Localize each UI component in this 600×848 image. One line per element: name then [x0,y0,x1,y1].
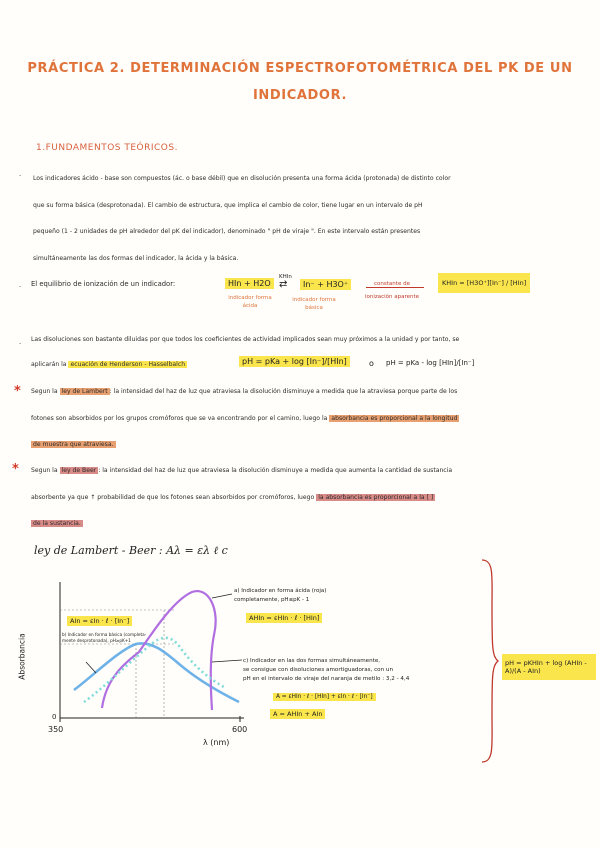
side-formula-box: pH = pKHIn + log (AHIn - A)/(A - AIn) [502,654,596,680]
note-c-1: c) Indicador en las dos formas simultáneamente, [243,658,381,664]
beer-pre: Segun la [31,467,58,474]
lambert-l1: : la intensidad del haz de luz que atraviesa la disolución disminuye a medida que la atraviesa porque parte de los [109,388,458,395]
equilibrium-products [300,280,351,289]
equilibrium-reactants [225,279,274,288]
zero-label: 0 [52,713,57,721]
constant-arrow [366,287,424,288]
section-heading: 1.FUNDAMENTOS TEÓRICOS. [36,143,178,153]
x-start-label: 350 [48,725,64,734]
p1-line-4: simultáneamente las dos formas del indicador, la ácida y la básica. [33,254,239,262]
note-a: a) Indicador en forma ácida (roja) completamente, pH≤pK - 1 [234,588,327,603]
henderson-highlight: ecuación de Henderson - Hasselbalch [70,361,186,368]
k-box: KHIn = [H3O⁺][In⁻] / [HIn] [438,273,530,293]
beer-l3-highlight: de la sustancia. [33,520,81,527]
lambert-l3-highlight: de muestra que atraviesa. [33,441,114,448]
beer-paragraph [31,458,591,538]
henderson-line [31,352,187,379]
equilibrium-arrow: ⇄ [279,279,288,290]
beer-l2: absorbente ya que ↑ probabilidad de que los fotones sean absorbidos por cromóforos, luego [31,493,315,501]
constant-label: constante de ionización aparente [364,281,420,300]
reactants-box: HIn + H2O [225,278,274,289]
box-ahin [246,614,322,622]
lambert-l2: fotones son absorbidos por los grupos cromóforos que se va encontrando por el camino, luego la [31,414,328,422]
star-icon: * [14,384,21,399]
paragraph-indicators [33,166,593,272]
henderson-eq-1 [239,357,350,366]
page-title [20,55,580,109]
pointer-b [86,662,96,673]
lambert-line-1 [31,379,591,406]
beer-highlight: ley de Beer [61,467,97,474]
p1-line-1: Los indicadores ácido - base son compuestos (ác. o base débil) que en disolución presenta una forma ácida (protonada) de distinto color [33,175,451,182]
ahin-formula: AHIn = εHIn · ℓ · [HIn] [246,613,322,623]
pointer-a [212,594,232,598]
lambert-paragraph [31,379,591,459]
label-acid-form: indicador forma ácida [228,295,272,309]
ain-formula: AIn = εIn · ℓ · [In⁻] [67,616,132,626]
arrow-label: KHIn [279,274,292,280]
y-axis-label: Absorbancia [17,633,27,680]
title-line-2: INDICADOR. [253,88,347,103]
henderson-pre: aplicarán la [31,361,67,368]
box-a-sum [273,694,376,700]
label-base-form: indicador forma básica [292,297,336,311]
curve-acid-form [102,591,216,710]
p1-line-2: que su forma básica (desprotonada). El cambio de estructura, que implica el cambio de color, tiene lugar en un intervalo de pH [33,201,423,209]
lambert-beer-law: ley de Lambert - Beer : Aλ = ελ ℓ c [34,544,228,557]
note-c-3: pH en el intervalo de viraje del naranja de metilo : 3,2 - 4,4 [243,676,410,682]
beer-line-2 [31,485,591,512]
a-sum-formula: A = εHIn · ℓ · [HIn] + εIn · ℓ · [In⁻] [273,693,376,701]
eq1-box: pH = pKa + log [In⁻]/[HIn] [239,356,350,367]
products-box: In⁻ + H3O⁺ [300,279,351,290]
beer-line-3 [31,511,591,538]
beer-line-1 [31,458,591,485]
henderson-eq-2: pH = pKa - log [HIn]/[In⁻] [386,359,475,367]
lambert-line-3 [31,432,591,459]
box-ain [67,617,132,625]
x-end-label: 600 [232,725,248,734]
pointer-c [212,660,242,662]
lambert-highlight: ley de Lambert [61,388,108,395]
note-c [243,657,409,684]
lambert-pre: Segun la [31,388,58,395]
title-line-1: PRÁCTICA 2. DETERMINACIÓN ESPECTROFOTOMÉTRICA DEL PK DE UN [27,61,573,76]
curly-brace [478,556,502,766]
k-expression [438,273,530,293]
beer-l1: : la intensidad del haz de luz que atraviesa la disolución disminuye a medida que aumenta la cantidad de sustancia [98,467,453,474]
equilibrium-text: El equilibrio de ionización de un indicador: [31,280,176,288]
a-total-formula: A = AHIn + AIn [270,709,325,719]
note-b: b) Indicador en forma básica (completa- mente desprotonada), pH≥pK+1 [62,632,147,643]
box-a-total [270,710,325,718]
or-word: o [369,359,374,368]
side-formula [502,654,596,680]
note-c-2: se consigue con disoluciones amortiguadoras, con un [243,667,394,673]
lambert-line-2 [31,406,591,433]
x-axis-label: λ (nm) [203,738,230,747]
lambert-l2-highlight: absorbancia es proporcional a la longitud [331,414,458,422]
bullet-dot: · [19,283,22,291]
star-icon: * [12,462,19,477]
beer-l2-highlight: la absorbancia es proporcional a la [ ] [318,493,434,501]
curve-basic-form [74,643,239,702]
bullet-dot: · [19,340,22,348]
p1-line-3: pequeño (1 - 2 unidades de pH alrededor del pK del indicador), denominado " pH de viraje ". En este intervalo están presentes [33,228,421,235]
dilution-text: Las disoluciones son bastante diluidas por que todos los coeficientes de actividad implicados sean muy próximos a la unidad y por tanto, se [31,336,460,343]
bullet-dot: · [19,172,22,180]
